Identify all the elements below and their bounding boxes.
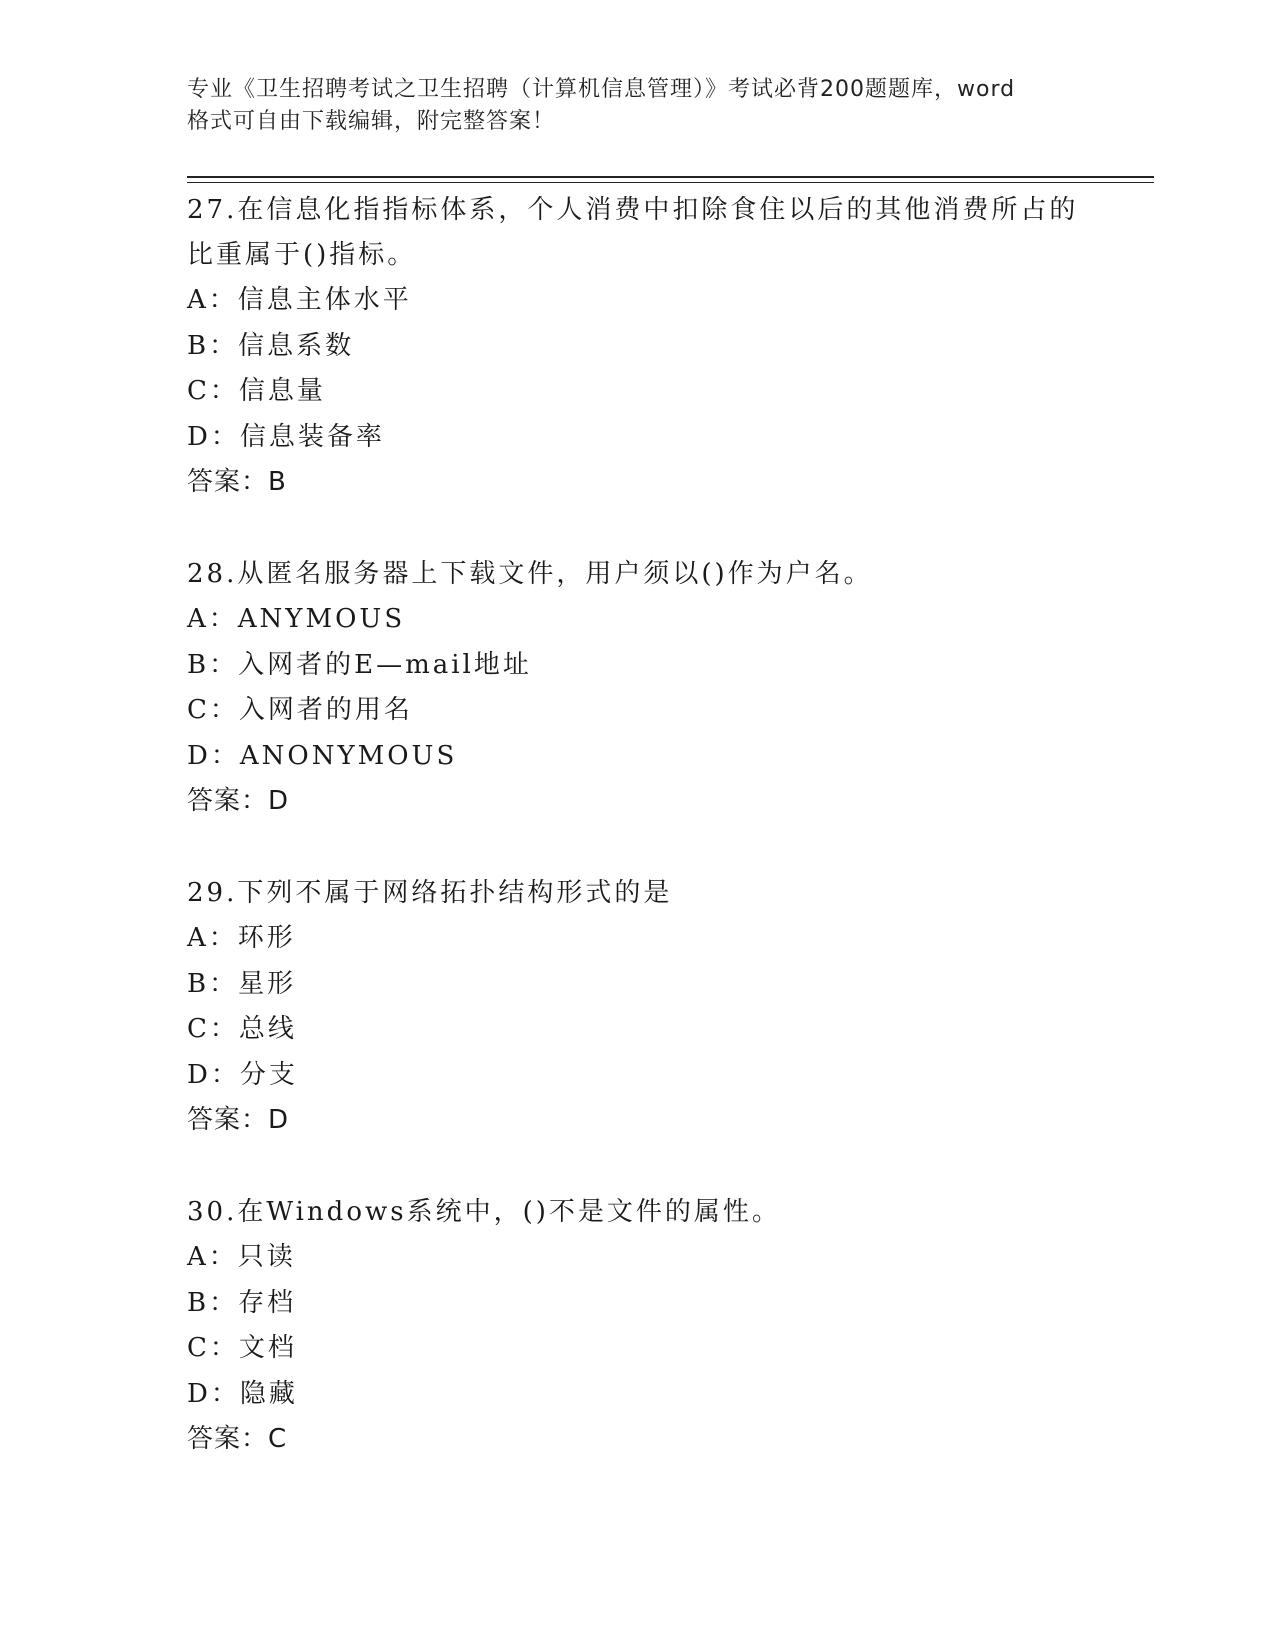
option-d: D：隐藏 xyxy=(187,1378,298,1409)
option-b: B：入网者的E—mail地址 xyxy=(187,649,532,680)
question-stem-line: 28.从匿名服务器上下载文件，用户须以()作为户名。 xyxy=(187,559,873,589)
answer: 答案：D xyxy=(187,786,290,816)
option-c: C：文档 xyxy=(187,1333,297,1363)
option-a: A：只读 xyxy=(187,1242,296,1272)
question-list xyxy=(187,188,1087,1509)
document-header xyxy=(187,74,1087,138)
question-30 xyxy=(187,1190,1087,1462)
option-c: C：总线 xyxy=(187,1014,297,1044)
option-b: B：星形 xyxy=(187,968,297,999)
option-d: D：信息装备率 xyxy=(187,421,385,452)
answer: 答案：C xyxy=(187,1424,288,1454)
option-b: B：信息系数 xyxy=(187,330,355,361)
question-stem-line: 比重属于()指标。 xyxy=(187,240,417,270)
option-d: D：ANONYMOUS xyxy=(187,740,458,771)
header-divider-thick xyxy=(187,176,1154,178)
option-a: A：ANYMOUS xyxy=(187,604,406,634)
option-a: A：环形 xyxy=(187,923,296,953)
option-c: C：入网者的用名 xyxy=(187,695,413,725)
option-b: B：存档 xyxy=(187,1287,297,1318)
header-line-1: 专业《卫生招聘考试之卫生招聘（计算机信息管理）》考试必背200题题库，word xyxy=(187,77,1016,102)
header-line-2: 格式可自由下载编辑，附完整答案！ xyxy=(187,109,556,134)
question-27 xyxy=(187,188,1087,505)
answer: 答案：B xyxy=(187,467,287,497)
question-stem-line: 30.在Windows系统中，()不是文件的属性。 xyxy=(187,1197,781,1227)
header-divider-thin xyxy=(187,182,1154,183)
option-c: C：信息量 xyxy=(187,376,326,406)
question-28 xyxy=(187,552,1087,824)
question-stem-line: 29.下列不属于网络拓扑结构形式的是 xyxy=(187,878,673,908)
option-d: D：分支 xyxy=(187,1059,298,1090)
option-a: A：信息主体水平 xyxy=(187,285,412,315)
question-29 xyxy=(187,871,1087,1143)
answer: 答案：D xyxy=(187,1105,290,1135)
question-stem-line: 27.在信息化指指标体系，个人消费中扣除食住以后的其他消费所占的 xyxy=(187,195,1079,225)
